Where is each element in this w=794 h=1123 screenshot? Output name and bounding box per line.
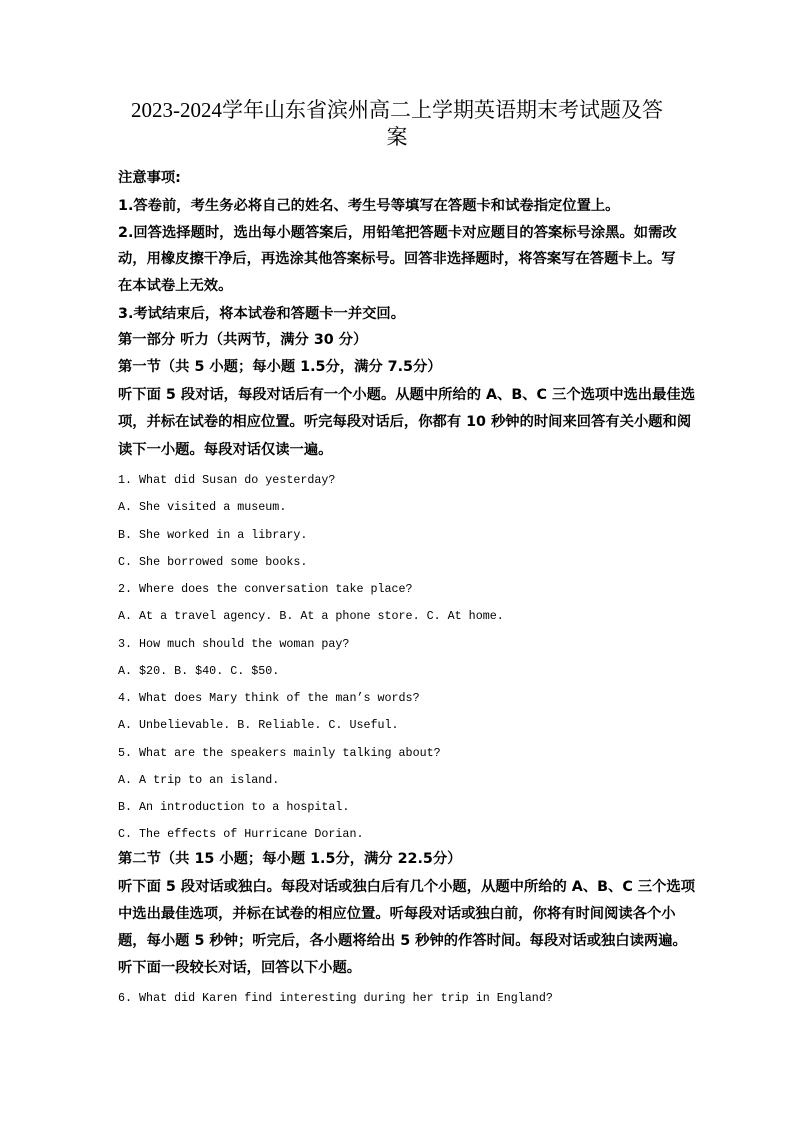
notice-line: 在本试卷上无效。 bbox=[118, 278, 233, 294]
option-line: A. A trip to an island. bbox=[118, 773, 280, 787]
question-1: 1. What did Susan do yesterday? bbox=[118, 473, 336, 487]
section2-instruction: 题，每小题 5 秒钟；听完后，各小题将给出 5 秒钟的作答时间。每段对话或独白读两遍。 bbox=[118, 933, 687, 949]
section1-instruction: 听下面 5 段对话，每段对话后有一个小题。从题中所给的 A、B、C 三个选项中选出最佳选 bbox=[118, 387, 695, 403]
notice-line: 2.回答选择题时，选出每小题答案后，用铅笔把答题卡对应题目的答案标号涂黑。如需改 bbox=[118, 225, 677, 241]
question-5: 5. What are the speakers mainly talking about? bbox=[118, 746, 441, 760]
section2-instruction: 中选出最佳选项，并标在试卷的相应位置。听每段对话或独白前，你将有时间阅读各个小 bbox=[118, 906, 676, 922]
notice-line: 1.答卷前，考生务必将自己的姓名、考生号等填写在答题卡和试卷指定位置上。 bbox=[118, 198, 620, 214]
section1-instruction: 读下一小题。每段对话仅读一遍。 bbox=[118, 442, 333, 458]
part1-heading: 第一部分 听力（共两节，满分 30 分） bbox=[118, 332, 368, 348]
doc-title-line2: 案 bbox=[386, 125, 408, 149]
section1-instruction: 项，并标在试卷的相应位置。听完每段对话后，你都有 10 秒钟的时间来回答有关小题和阅 bbox=[118, 414, 692, 430]
section2-instruction: 听下面一段较长对话，回答以下小题。 bbox=[118, 960, 362, 976]
option-line: A. She visited a museum. bbox=[118, 500, 287, 514]
question-2: 2. Where does the conversation take place? bbox=[118, 582, 413, 596]
option-line: A. Unbelievable. B. Reliable. C. Useful. bbox=[118, 718, 399, 732]
question-6: 6. What did Karen find interesting during her trip in England? bbox=[118, 991, 553, 1005]
option-line: B. She worked in a library. bbox=[118, 528, 308, 542]
notice-line: 动，用橡皮擦干净后，再选涂其他答案标号。回答非选择题时，将答案写在答题卡上。写 bbox=[118, 251, 676, 267]
section2-instruction: 听下面 5 段对话或独白。每段对话或独白后有几个小题，从题中所给的 A、B、C 三个选项 bbox=[118, 879, 695, 895]
notice-heading: 注意事项: bbox=[118, 170, 181, 186]
option-line: A. $20. B. $40. C. $50. bbox=[118, 664, 280, 678]
doc-title-line1: 2023-2024学年山东省滨州高二上学期英语期末考试题及答 bbox=[131, 98, 663, 122]
option-line: C. She borrowed some books. bbox=[118, 555, 308, 569]
option-line: C. The effects of Hurricane Dorian. bbox=[118, 827, 364, 841]
option-line: B. An introduction to a hospital. bbox=[118, 800, 350, 814]
section1-heading: 第一节（共 5 小题；每小题 1.5分，满分 7.5分） bbox=[118, 359, 442, 375]
notice-line: 3.考试结束后，将本试卷和答题卡一并交回。 bbox=[118, 306, 406, 322]
option-line: A. At a travel agency. B. At a phone store. C. At home. bbox=[118, 609, 504, 623]
section2-heading: 第二节（共 15 小题；每小题 1.5分，满分 22.5分） bbox=[118, 851, 462, 867]
question-4: 4. What does Mary think of the man’s words? bbox=[118, 691, 420, 705]
question-3: 3. How much should the woman pay? bbox=[118, 637, 350, 651]
